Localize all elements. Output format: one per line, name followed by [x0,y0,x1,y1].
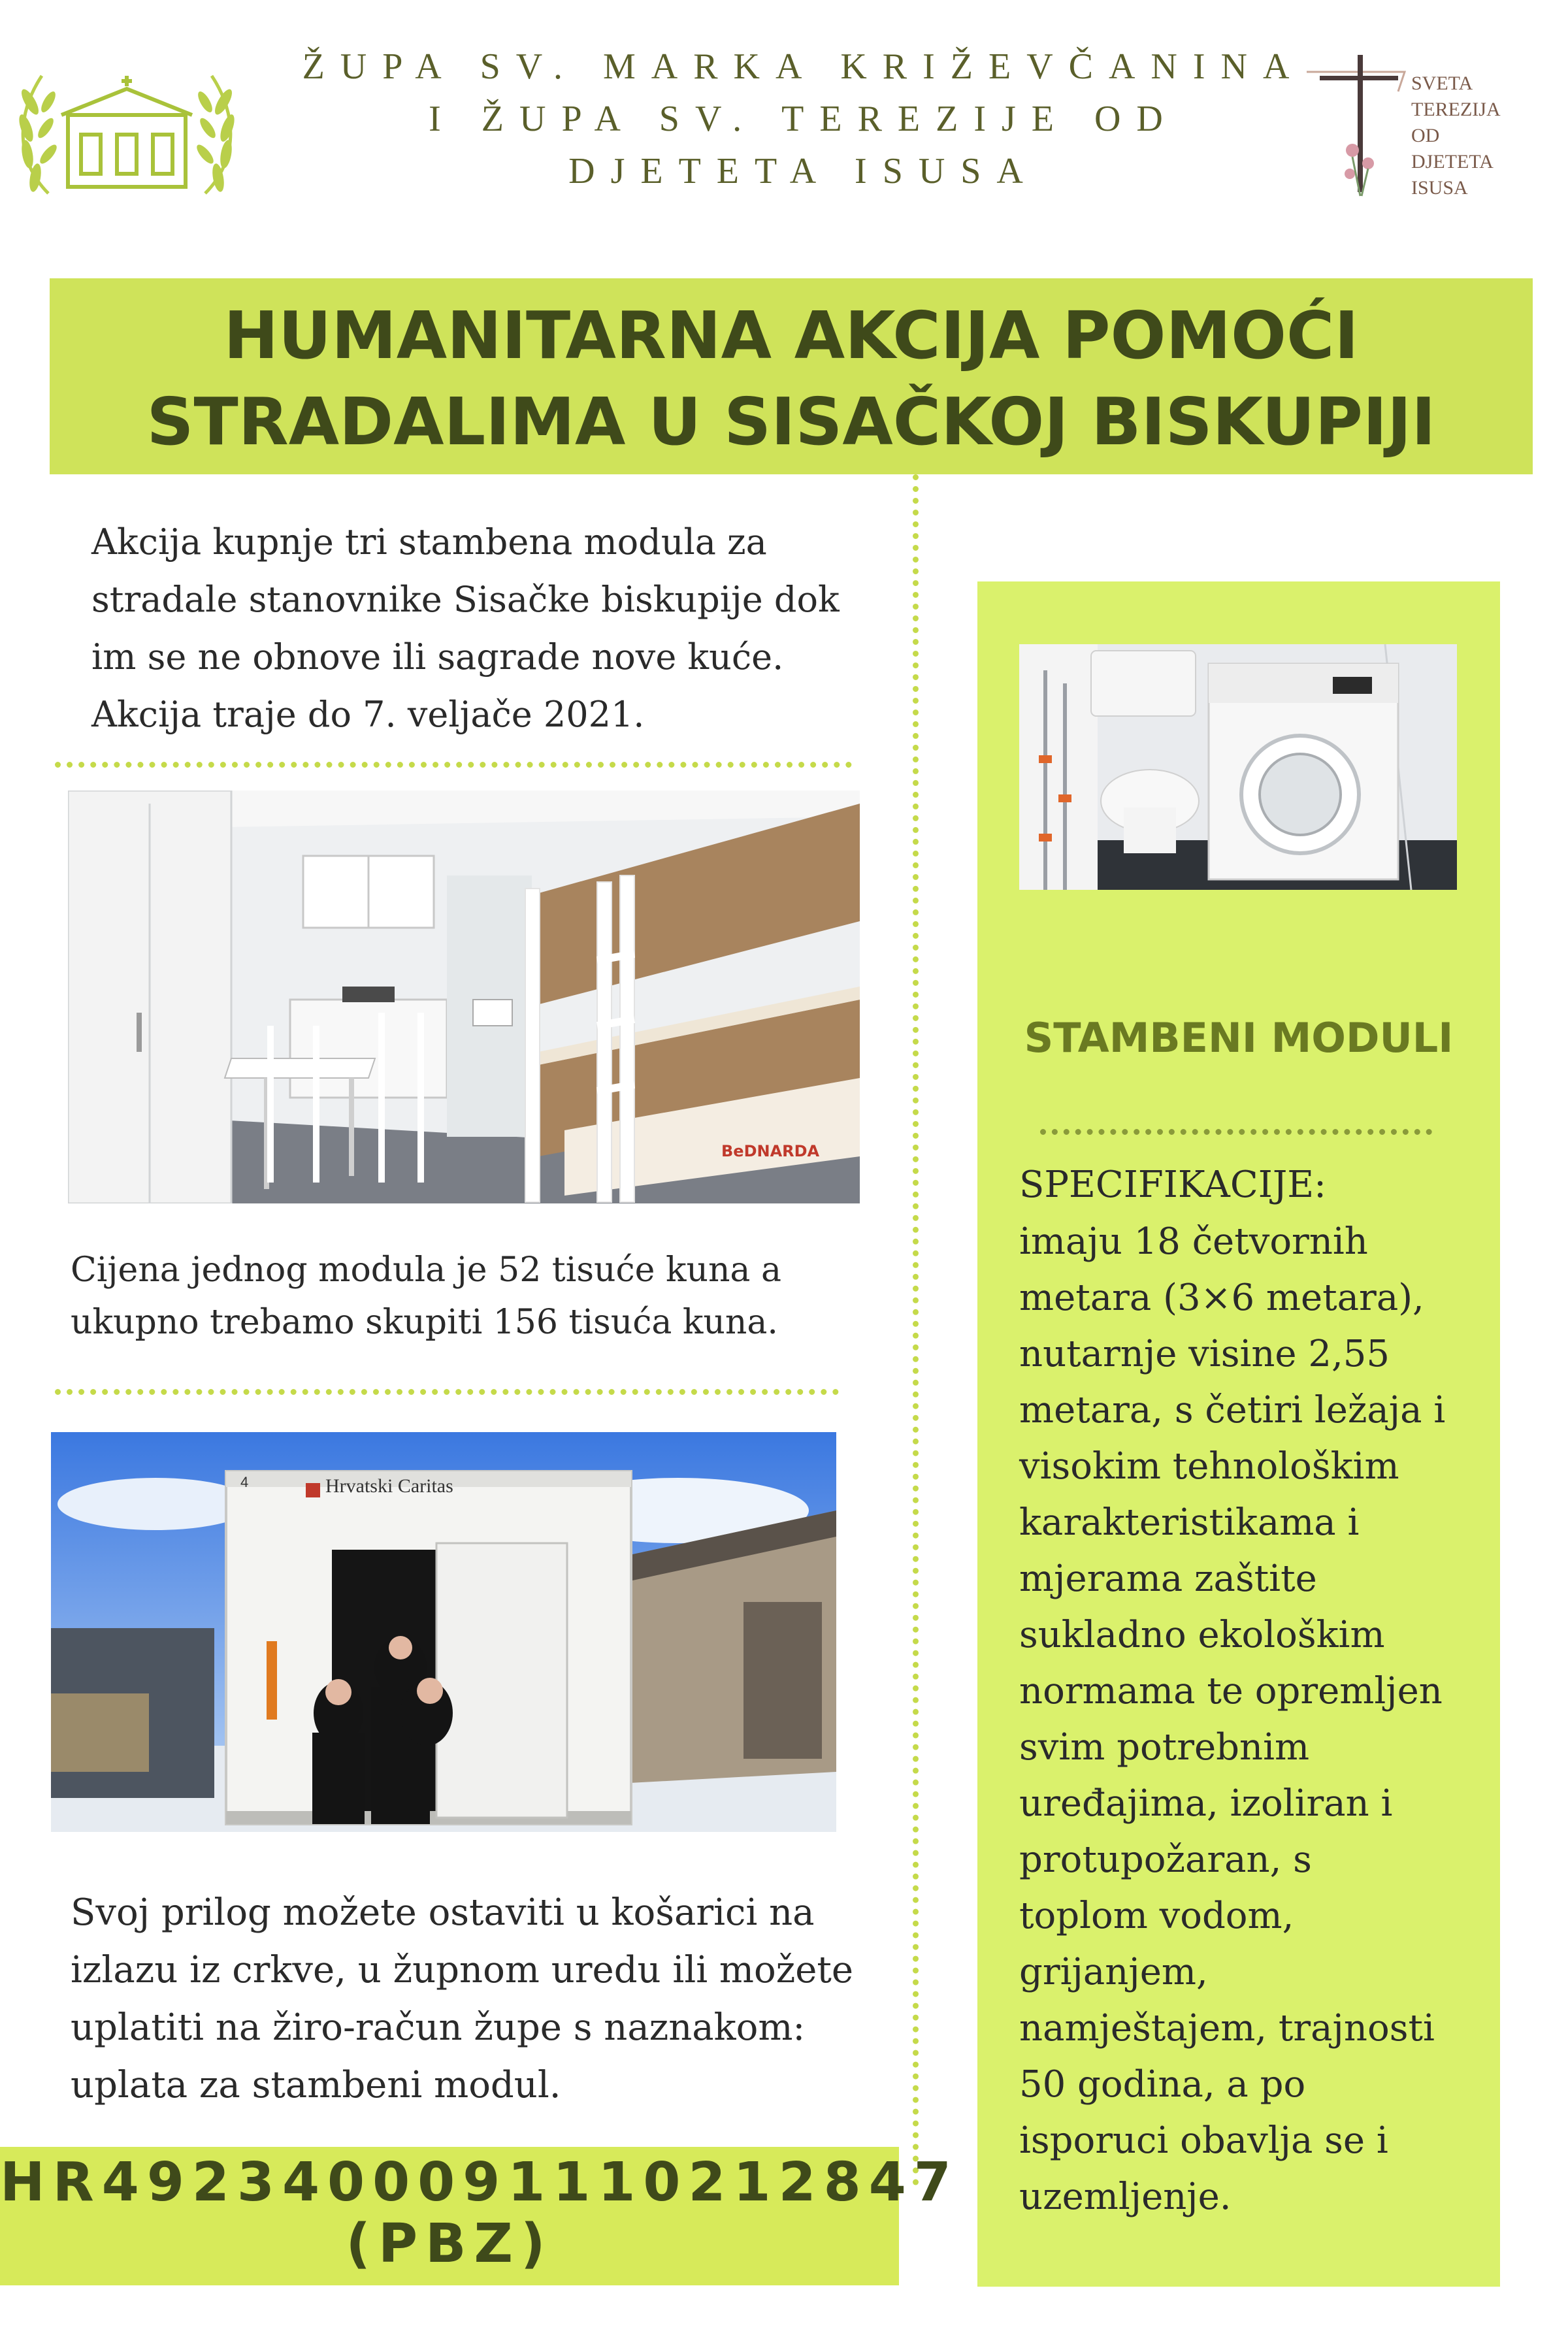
dotted-divider [55,1389,839,1395]
container-number: 4 [240,1474,249,1490]
logo-text-line: SVETA [1411,73,1473,94]
mattress-brand-label: BeDNARDA [721,1142,820,1160]
dotted-divider [1040,1129,1432,1135]
header-title-line-1: ŽUPA SV. MARKA KRIŽEVČANINA [302,46,1305,87]
modules-heading: STAMBENI MODULI [1024,1014,1454,1062]
logo-text-line: TEREZIJA [1411,99,1501,120]
dotted-divider [55,762,852,768]
campaign-title-line-2: STRADALIMA U SISAČKOJ BISKUPIJI [146,384,1436,460]
logo-text-line: OD [1411,125,1440,146]
bank-account [0,2151,959,2275]
header-title-line-3: DJETETA ISUSA [568,151,1039,191]
container-sign-text: Hrvatski Caritas [325,1475,453,1497]
logo-text-line: DJETETA [1411,151,1494,172]
church-wreath-icon [9,63,244,206]
module-price-text: Cijena jednog modula je 52 tisuće kuna a ukupno trebamo skupiti 156 tisuća kuna. [71,1250,781,1342]
module-interior-photo [68,791,860,1203]
vertical-dotted-divider [913,474,919,2186]
specifications-text: imaju 18 četvornih metara (3×6 metara), nutarnje visine 2,55 metara, s četiri ležaja i visokim tehnološkim karakteristikama i mjerama zaštite sukladno ekološkim normama te opremljen svim potrebnim uređajima, izoliran i protupožaran, s toplom vodom, grijanjem, namještajem, trajnosti 50 godina, a po isporuci obavlja se i uzemljenje. [1019,1220,1446,2218]
bank-name: (PBZ) [346,2213,553,2275]
campaign-description: Akcija kupnje tri stambena modula za stradale stanovnike Sisačke biskupije dok im se ne obnove ili sagrade nove kuće. Akcija traje do 7. veljače 2021. [91,521,840,735]
iban-number: HR4923400091110212847 [0,2151,959,2213]
module-bathroom-photo [1019,644,1457,890]
st-therese-logo-text [1411,71,1501,201]
parish-header-title [261,41,1346,197]
donation-instructions: Svoj prilog možete ostaviti u košarici na izlazu iz crkve, u župnom uredu ili možete uplatiti na žiro-račun župe s naznakom: uplata za stambeni modul. [71,1891,854,2106]
logo-text-line: ISUSA [1411,177,1468,199]
campaign-title [50,293,1533,465]
header-title-line-2: I ŽUPA SV. TEREZIJE OD [429,99,1179,139]
campaign-title-line-1: HUMANITARNA AKCIJA POMOĆI [223,297,1359,374]
specifications-heading: SPECIFIKACIJE: [1019,1164,1327,1206]
caritas-container-photo [51,1432,836,1832]
parish-logo-left [9,63,244,206]
